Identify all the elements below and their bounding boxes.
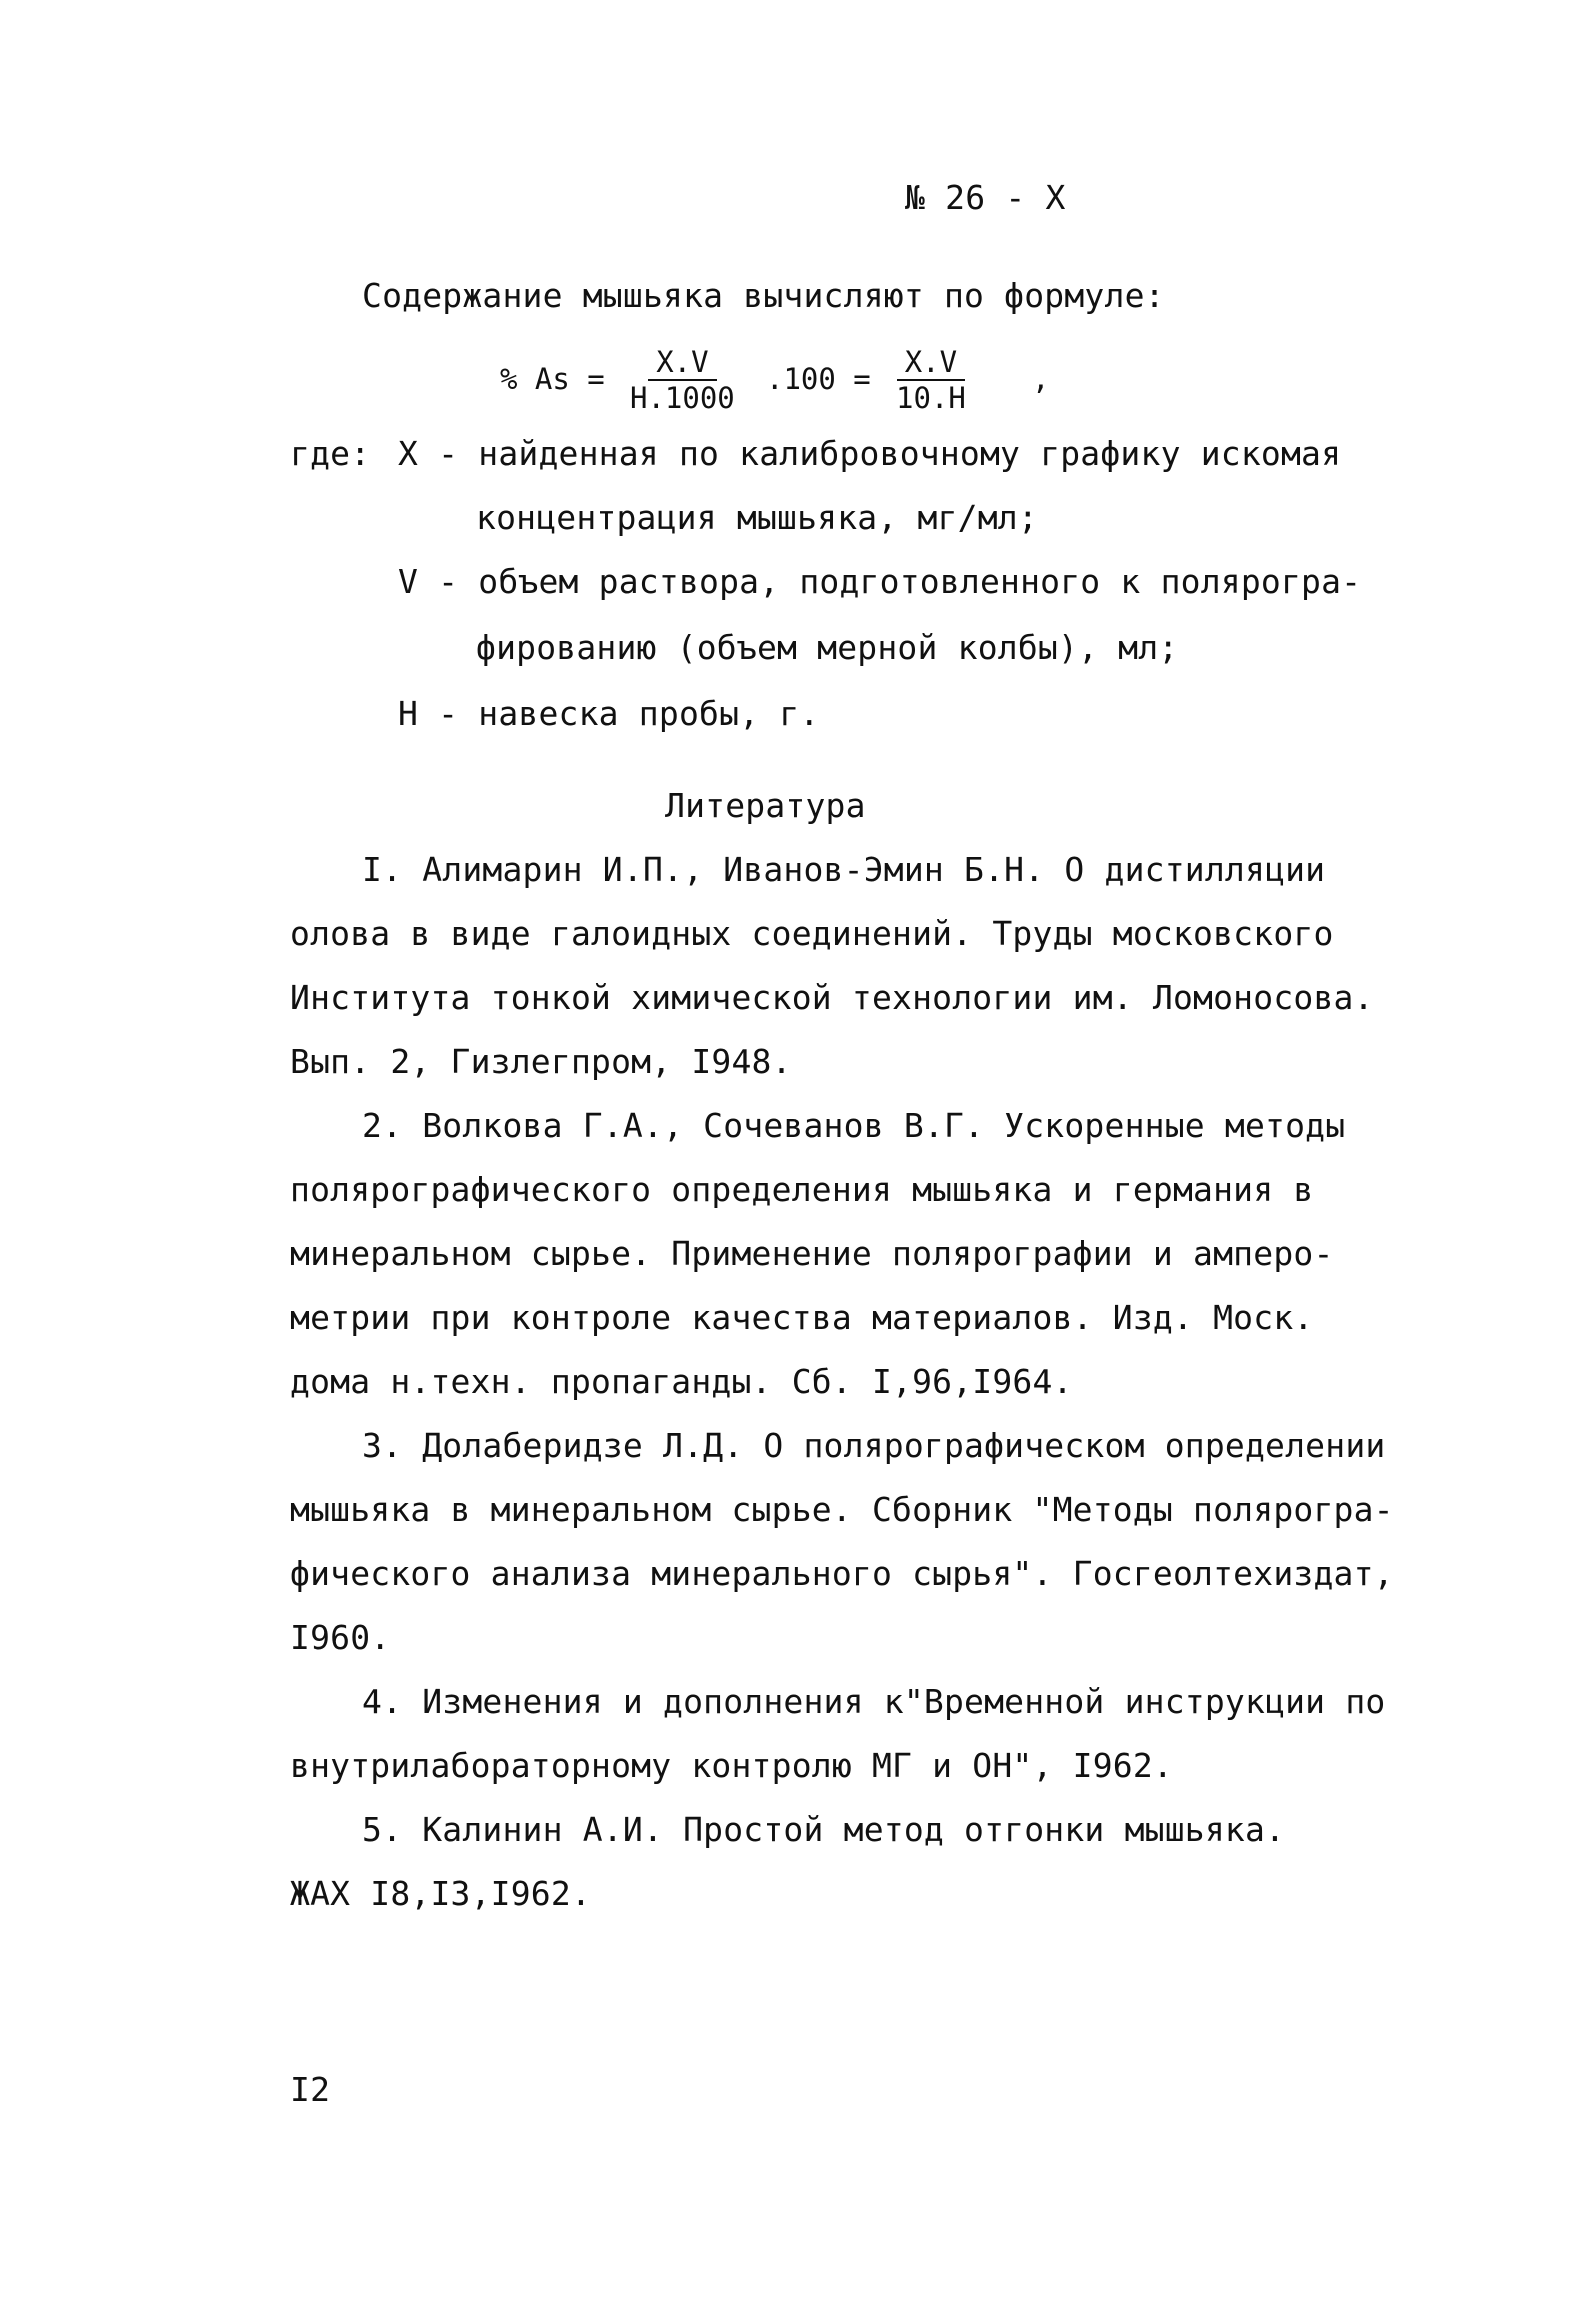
reference-4-line-1: 4. Изменения и дополнения к"Временной инструкции по <box>362 1682 1386 1721</box>
reference-3-line-4: I960. <box>290 1618 391 1657</box>
reference-1-line-2: олова в виде галоидных соединений. Труды московского <box>290 914 1334 953</box>
fraction-2-numerator: X.V <box>897 345 965 381</box>
reference-2-line-2: полярографического определения мышьяка и германия в <box>290 1170 1314 1209</box>
fraction-1-numerator: X.V <box>648 345 716 381</box>
reference-2-line-1: 2. Волкова Г.А., Сочеванов В.Г. Ускоренные методы <box>362 1106 1346 1145</box>
reference-3-line-1: 3. Долаберидзе Л.Д. О полярографическом определении <box>362 1426 1386 1465</box>
reference-4-line-2: внутрилабораторному контролю МГ и ОН", I962. <box>290 1746 1173 1785</box>
formula-multiplier: .100 = <box>766 362 871 396</box>
definition-v-line-2: фированию (объем мерной колбы), мл; <box>476 628 1179 667</box>
formula-fraction-1 <box>622 345 743 415</box>
page-number: I2 <box>290 2070 331 2109</box>
references-heading: Литература <box>665 786 866 825</box>
definition-h-line-1: H - навеска пробы, г. <box>398 694 820 733</box>
definition-v-line-1: V - объем раствора, подготовленного к полярогра- <box>398 562 1362 601</box>
reference-3-line-3: фического анализа минерального сырья". Госгеолтехиздат, <box>290 1554 1394 1593</box>
formula-comma: , <box>1032 362 1050 396</box>
document-number: № 26 - X <box>905 178 1066 217</box>
formula-lhs: % As = <box>500 362 605 396</box>
reference-5-line-1: 5. Калинин А.И. Простой метод отгонки мышьяка. <box>362 1810 1286 1849</box>
reference-2-line-4: метрии при контроле качества материалов. Изд. Моск. <box>290 1298 1314 1337</box>
reference-1-line-4: Вып. 2, Гизлегпром, I948. <box>290 1042 792 1081</box>
reference-3-line-2: мышьяка в минеральном сырье. Сборник "Методы полярогра- <box>290 1490 1394 1529</box>
reference-1-line-1: I. Алимарин И.П., Иванов-Эмин Б.Н. О дистилляции <box>362 850 1326 889</box>
reference-2-line-3: минеральном сырье. Применение полярографии и амперо- <box>290 1234 1334 1273</box>
definition-x-line-2: концентрация мышьяка, мг/мл; <box>476 498 1038 537</box>
formula-fraction-2 <box>888 345 974 415</box>
where-label: где: <box>290 434 371 473</box>
reference-5-line-2: ЖАХ I8,I3,I962. <box>290 1874 592 1913</box>
reference-1-line-3: Института тонкой химической технологии им. Ломоносова. <box>290 978 1374 1017</box>
reference-2-line-5: дома н.техн. пропаганды. Сб. I,96,I964. <box>290 1362 1073 1401</box>
intro-text: Содержание мышьяка вычисляют по формуле: <box>362 276 1165 315</box>
definition-x-line-1: X - найденная по калибровочному графику искомая <box>398 434 1342 473</box>
fraction-1-denominator: H.1000 <box>630 381 735 415</box>
fraction-2-denominator: 10.H <box>896 381 966 415</box>
